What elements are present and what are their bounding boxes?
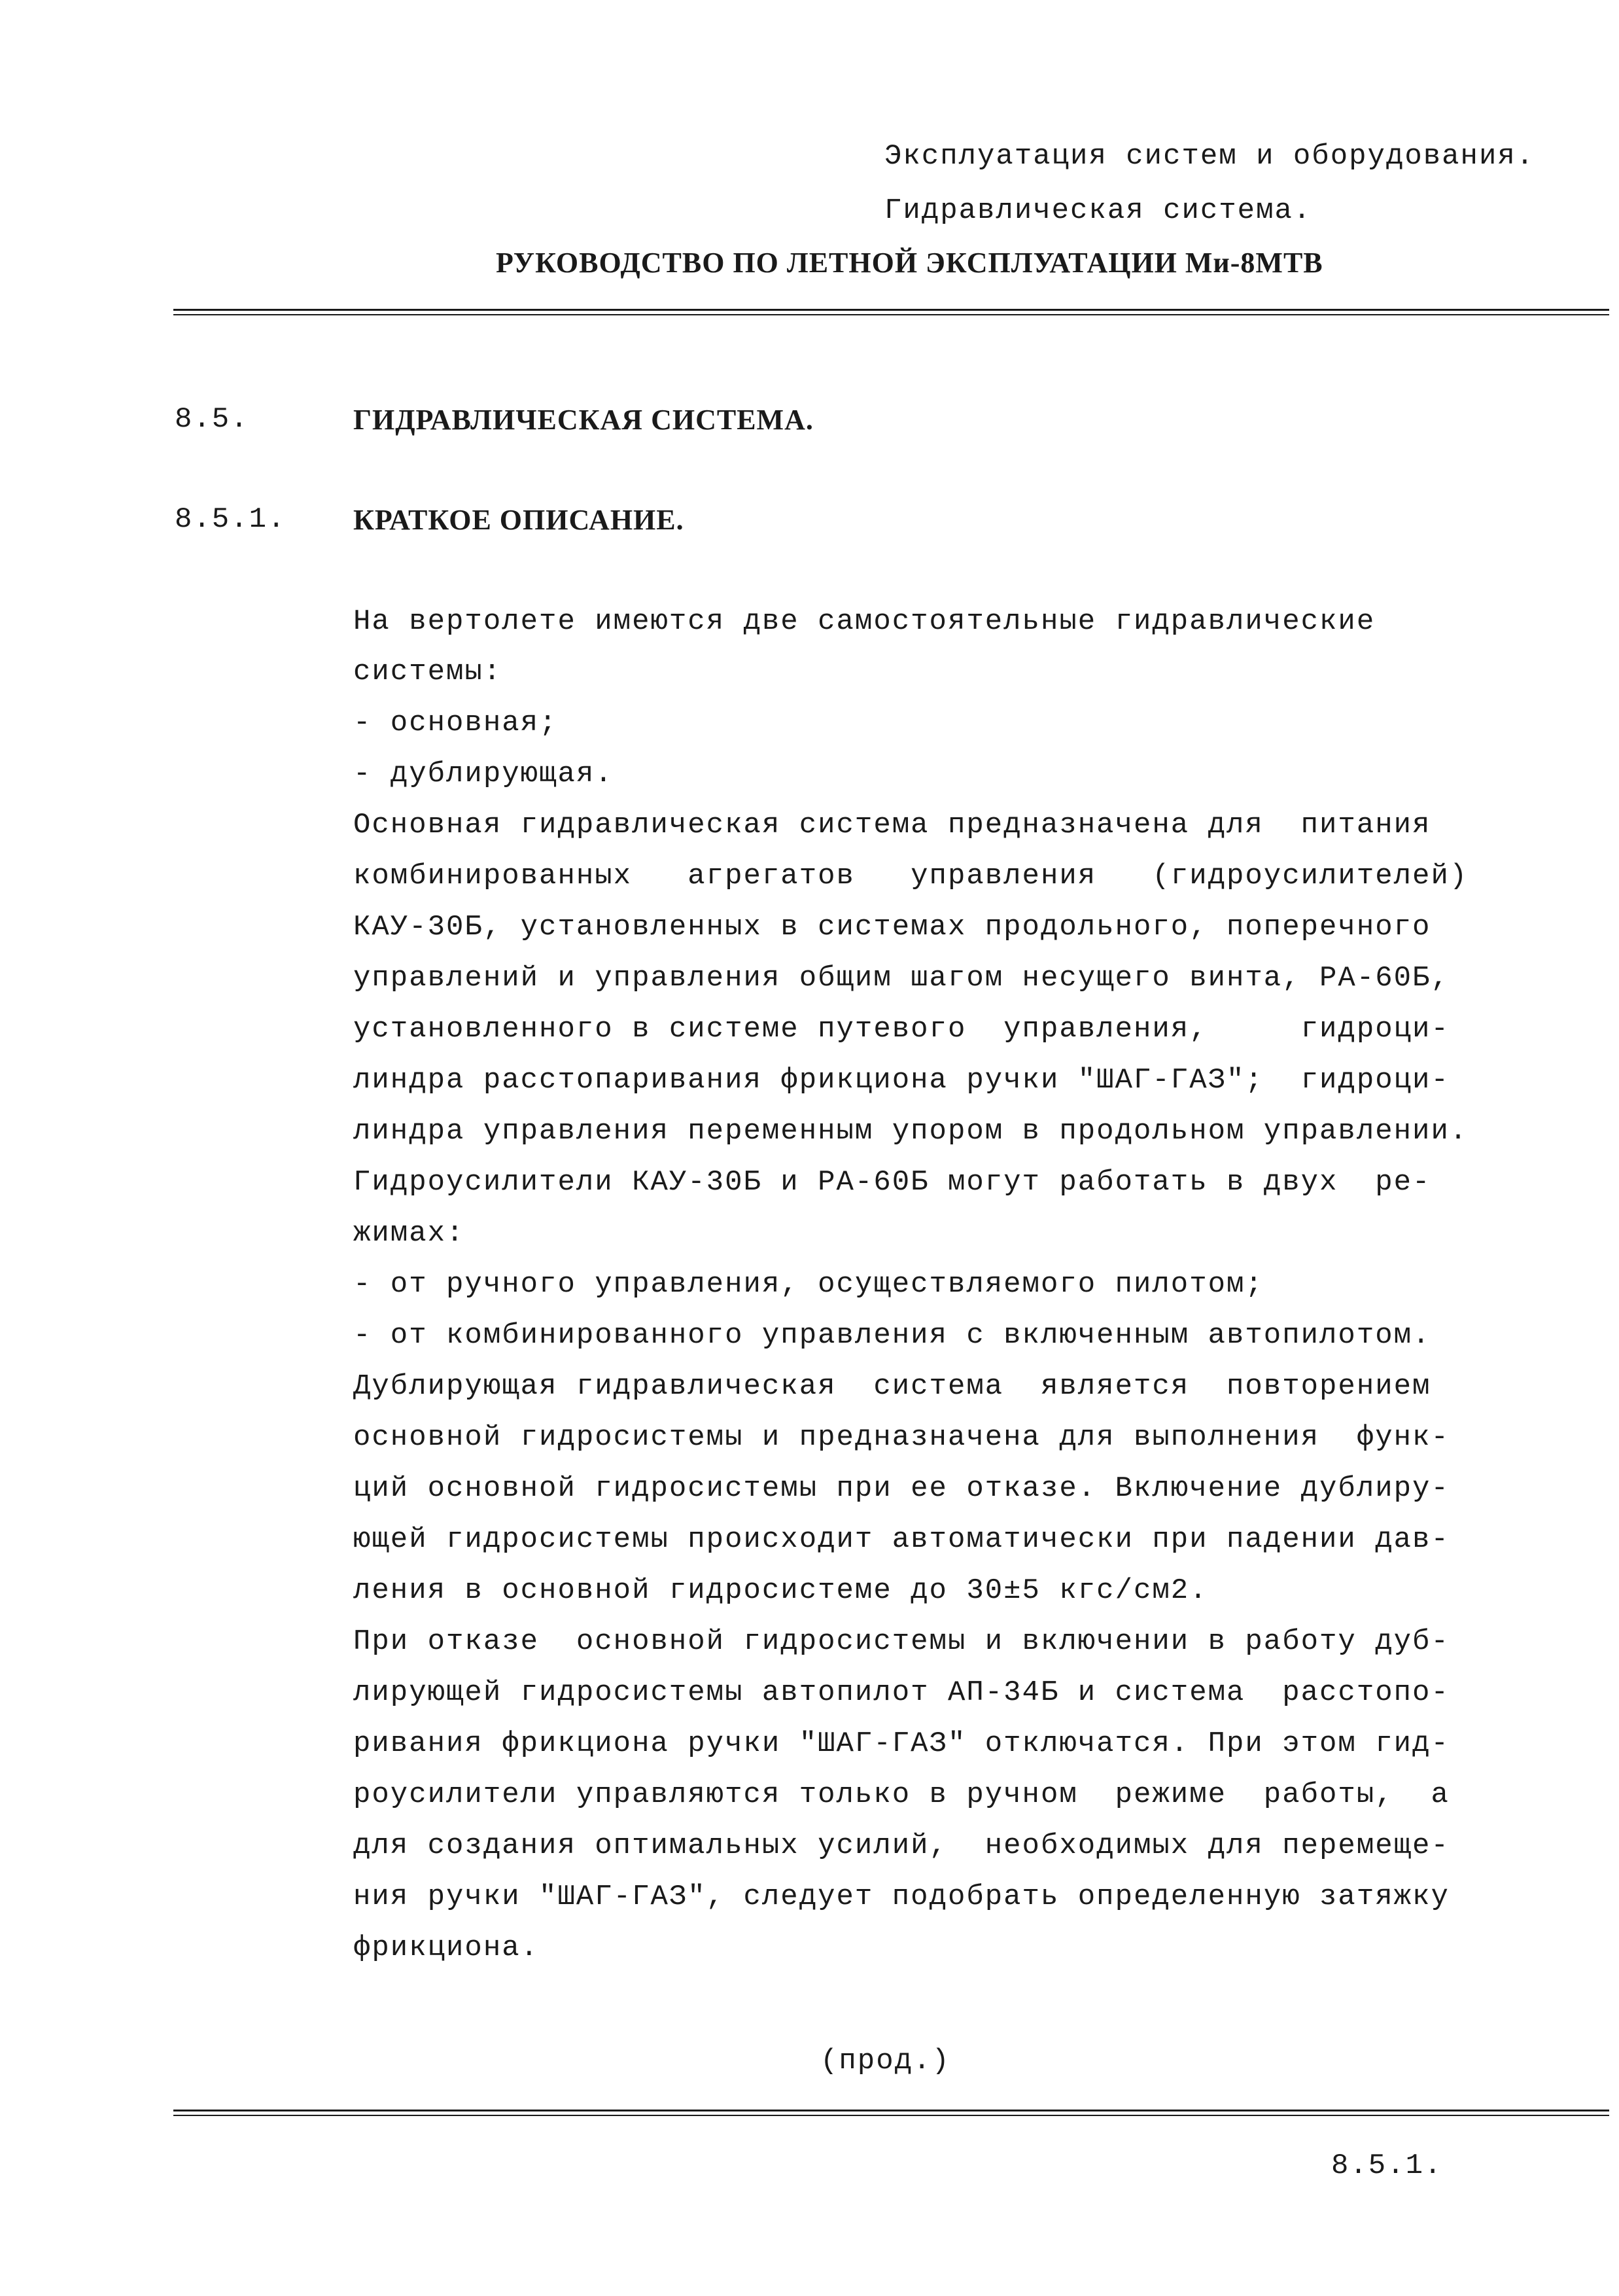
section-number: 8.5. [175,403,249,436]
body-line: ций основной гидросистемы при ее отказе. Включение дублиру- [353,1472,1450,1505]
body-line: На вертолете имеются две самостоятельные гидравлические [353,605,1376,638]
body-line: комбинированных агрегатов управления (гидроусилителей) [353,860,1469,892]
body-line: - от ручного управления, осуществляемого пилотом; [353,1268,1264,1301]
body-line: установленного в системе путевого управления, гидроци- [353,1013,1450,1046]
body-line: фрикциона. [353,1932,540,1964]
subsection-title: КРАТКОЕ ОПИСАНИЕ. [353,504,684,536]
body-line: Дублирующая гидравлическая система является повторением [353,1370,1431,1403]
body-line: При отказе основной гидросистемы и включении в работу дуб- [353,1625,1450,1658]
body-line: Основная гидравлическая система предназначена для питания [353,809,1431,841]
manual-title: РУКОВОДСТВО ПО ЛЕТНОЙ ЭКСПЛУАТАЦИИ Ми-8МТВ [496,247,1323,279]
body-line: ривания фрикциона ручки "ШАГ-ГАЗ" отключатся. При этом гид- [353,1727,1450,1760]
header-subtitle-line-2: Гидравлическая система. [884,194,1312,227]
body-line: управлений и управления общим шагом несущего винта, РА-60Б, [353,962,1450,995]
body-line: КАУ-30Б, установленных в системах продольного, поперечного [353,911,1431,944]
body-line: - от комбинированного управления с включенным автопилотом. [353,1319,1431,1352]
header-subtitle-line-1: Эксплуатация систем и оборудования. [884,140,1535,173]
page-number: 8.5.1. [1331,2149,1443,2182]
body-line: - основная; [353,707,558,739]
body-line: ления в основной гидросистеме до 30±5 кгс/см2. [353,1574,1208,1607]
body-line: ющей гидросистемы происходит автоматически при падении дав- [353,1523,1450,1556]
body-line: основной гидросистемы и предназначена для выполнения функ- [353,1421,1450,1454]
body-line: жимах: [353,1217,465,1250]
section-title: ГИДРАВЛИЧЕСКАЯ СИСТЕМА. [353,404,814,436]
continued-note: (прод.) [820,2045,950,2077]
body-line: линдра расстопаривания фрикциона ручки "ШАГ-ГАЗ"; гидроци- [353,1064,1450,1097]
body-line: для создания оптимальных усилий, необходимых для перемеще- [353,1829,1450,1862]
body-line: ния ручки "ШАГ-ГАЗ", следует подобрать определенную затяжку [353,1881,1450,1913]
subsection-number: 8.5.1. [175,503,287,536]
body-line: лирующей гидросистемы автопилот АП-34Б и система расстопо- [353,1676,1450,1709]
body-line: линдра управления переменным упором в продольном управлении. [353,1115,1469,1148]
body-line: - дублирующая. [353,758,614,790]
body-line: роусилители управляются только в ручном режиме работы, а [353,1778,1450,1811]
body-line: системы: [353,656,502,688]
body-line: Гидроусилители КАУ-30Б и РА-60Б могут работать в двух ре- [353,1166,1431,1199]
